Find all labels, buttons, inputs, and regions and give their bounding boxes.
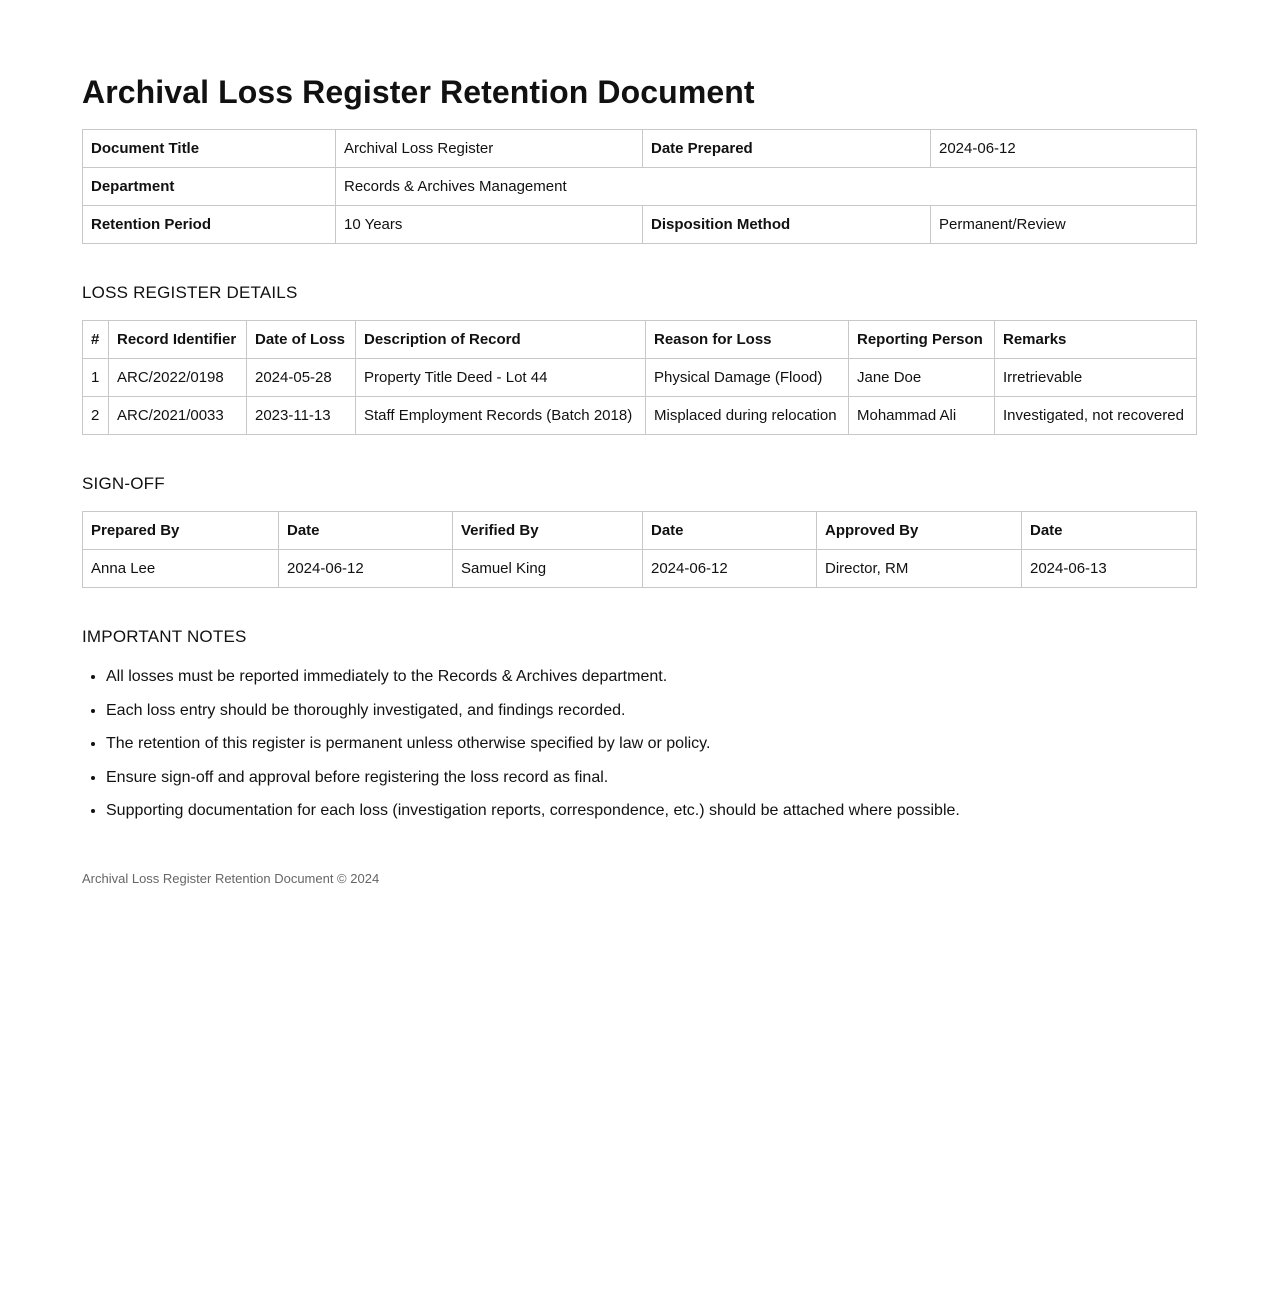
disposition-method-value: Permanent/Review [931,206,1197,244]
cell-reason: Misplaced during relocation [646,397,849,435]
table-row [83,359,1197,397]
date-prepared-value: 2024-06-12 [931,130,1197,168]
column-header-reason: Reason for Loss [646,321,849,359]
department-value: Records & Archives Management [336,168,1197,206]
loss-register-table [82,320,1197,435]
document-metadata-table [82,129,1197,244]
column-header-date-of-loss: Date of Loss [247,321,356,359]
column-header-remarks: Remarks [995,321,1197,359]
column-header-approved-by: Approved By [817,512,1022,550]
list-item: • Each loss entry should be thoroughly investigated, and findings recorded. [106,694,1196,728]
prepared-date-value: 2024-06-12 [279,550,453,588]
verified-date-value: 2024-06-12 [643,550,817,588]
metadata-row [83,206,1197,244]
sign-off-heading: SIGN-OFF [82,474,165,493]
approved-by-value: Director, RM [817,550,1022,588]
cell-description: Staff Employment Records (Batch 2018) [356,397,646,435]
list-item: • The retention of this register is permanent unless otherwise specified by law or policy. [106,727,1196,761]
prepared-by-value: Anna Lee [83,550,279,588]
column-header-approved-date: Date [1022,512,1197,550]
table-row [83,550,1197,588]
cell-number: 1 [83,359,109,397]
metadata-row [83,168,1197,206]
cell-date-of-loss: 2023-11-13 [247,397,356,435]
important-notes-list [82,660,1196,828]
loss-register-heading: LOSS REGISTER DETAILS [82,283,298,302]
verified-by-value: Samuel King [453,550,643,588]
column-header-record-identifier: Record Identifier [109,321,247,359]
document-title-value: Archival Loss Register [336,130,643,168]
department-label: Department [83,168,336,206]
approved-date-value: 2024-06-13 [1022,550,1197,588]
column-header-verified-by: Verified By [453,512,643,550]
column-header-number: # [83,321,109,359]
table-header-row [83,512,1197,550]
retention-period-value: 10 Years [336,206,643,244]
column-header-reporting-person: Reporting Person [849,321,995,359]
cell-reporting-person: Jane Doe [849,359,995,397]
cell-number: 2 [83,397,109,435]
column-header-prepared-date: Date [279,512,453,550]
page-title: Archival Loss Register Retention Document [82,74,755,110]
cell-remarks: Investigated, not recovered [995,397,1197,435]
cell-record-identifier: ARC/2021/0033 [109,397,247,435]
document-title-label: Document Title [83,130,336,168]
column-header-description: Description of Record [356,321,646,359]
cell-description: Property Title Deed - Lot 44 [356,359,646,397]
retention-period-label: Retention Period [83,206,336,244]
column-header-prepared-by: Prepared By [83,512,279,550]
cell-reporting-person: Mohammad Ali [849,397,995,435]
list-item: • Supporting documentation for each loss (investigation reports, correspondence, etc.) should be attached where possible. [106,794,1196,828]
table-header-row [83,321,1197,359]
date-prepared-label: Date Prepared [643,130,931,168]
cell-record-identifier: ARC/2022/0198 [109,359,247,397]
column-header-verified-date: Date [643,512,817,550]
metadata-row [83,130,1197,168]
cell-date-of-loss: 2024-05-28 [247,359,356,397]
cell-reason: Physical Damage (Flood) [646,359,849,397]
table-row [83,397,1197,435]
cell-remarks: Irretrievable [995,359,1197,397]
important-notes-heading: IMPORTANT NOTES [82,627,247,646]
footer: Archival Loss Register Retention Document © 2024 [82,871,380,886]
list-item: • Ensure sign-off and approval before registering the loss record as final. [106,761,1196,795]
list-item: • All losses must be reported immediately to the Records & Archives department. [106,660,1196,694]
disposition-method-label: Disposition Method [643,206,931,244]
sign-off-table [82,511,1197,588]
